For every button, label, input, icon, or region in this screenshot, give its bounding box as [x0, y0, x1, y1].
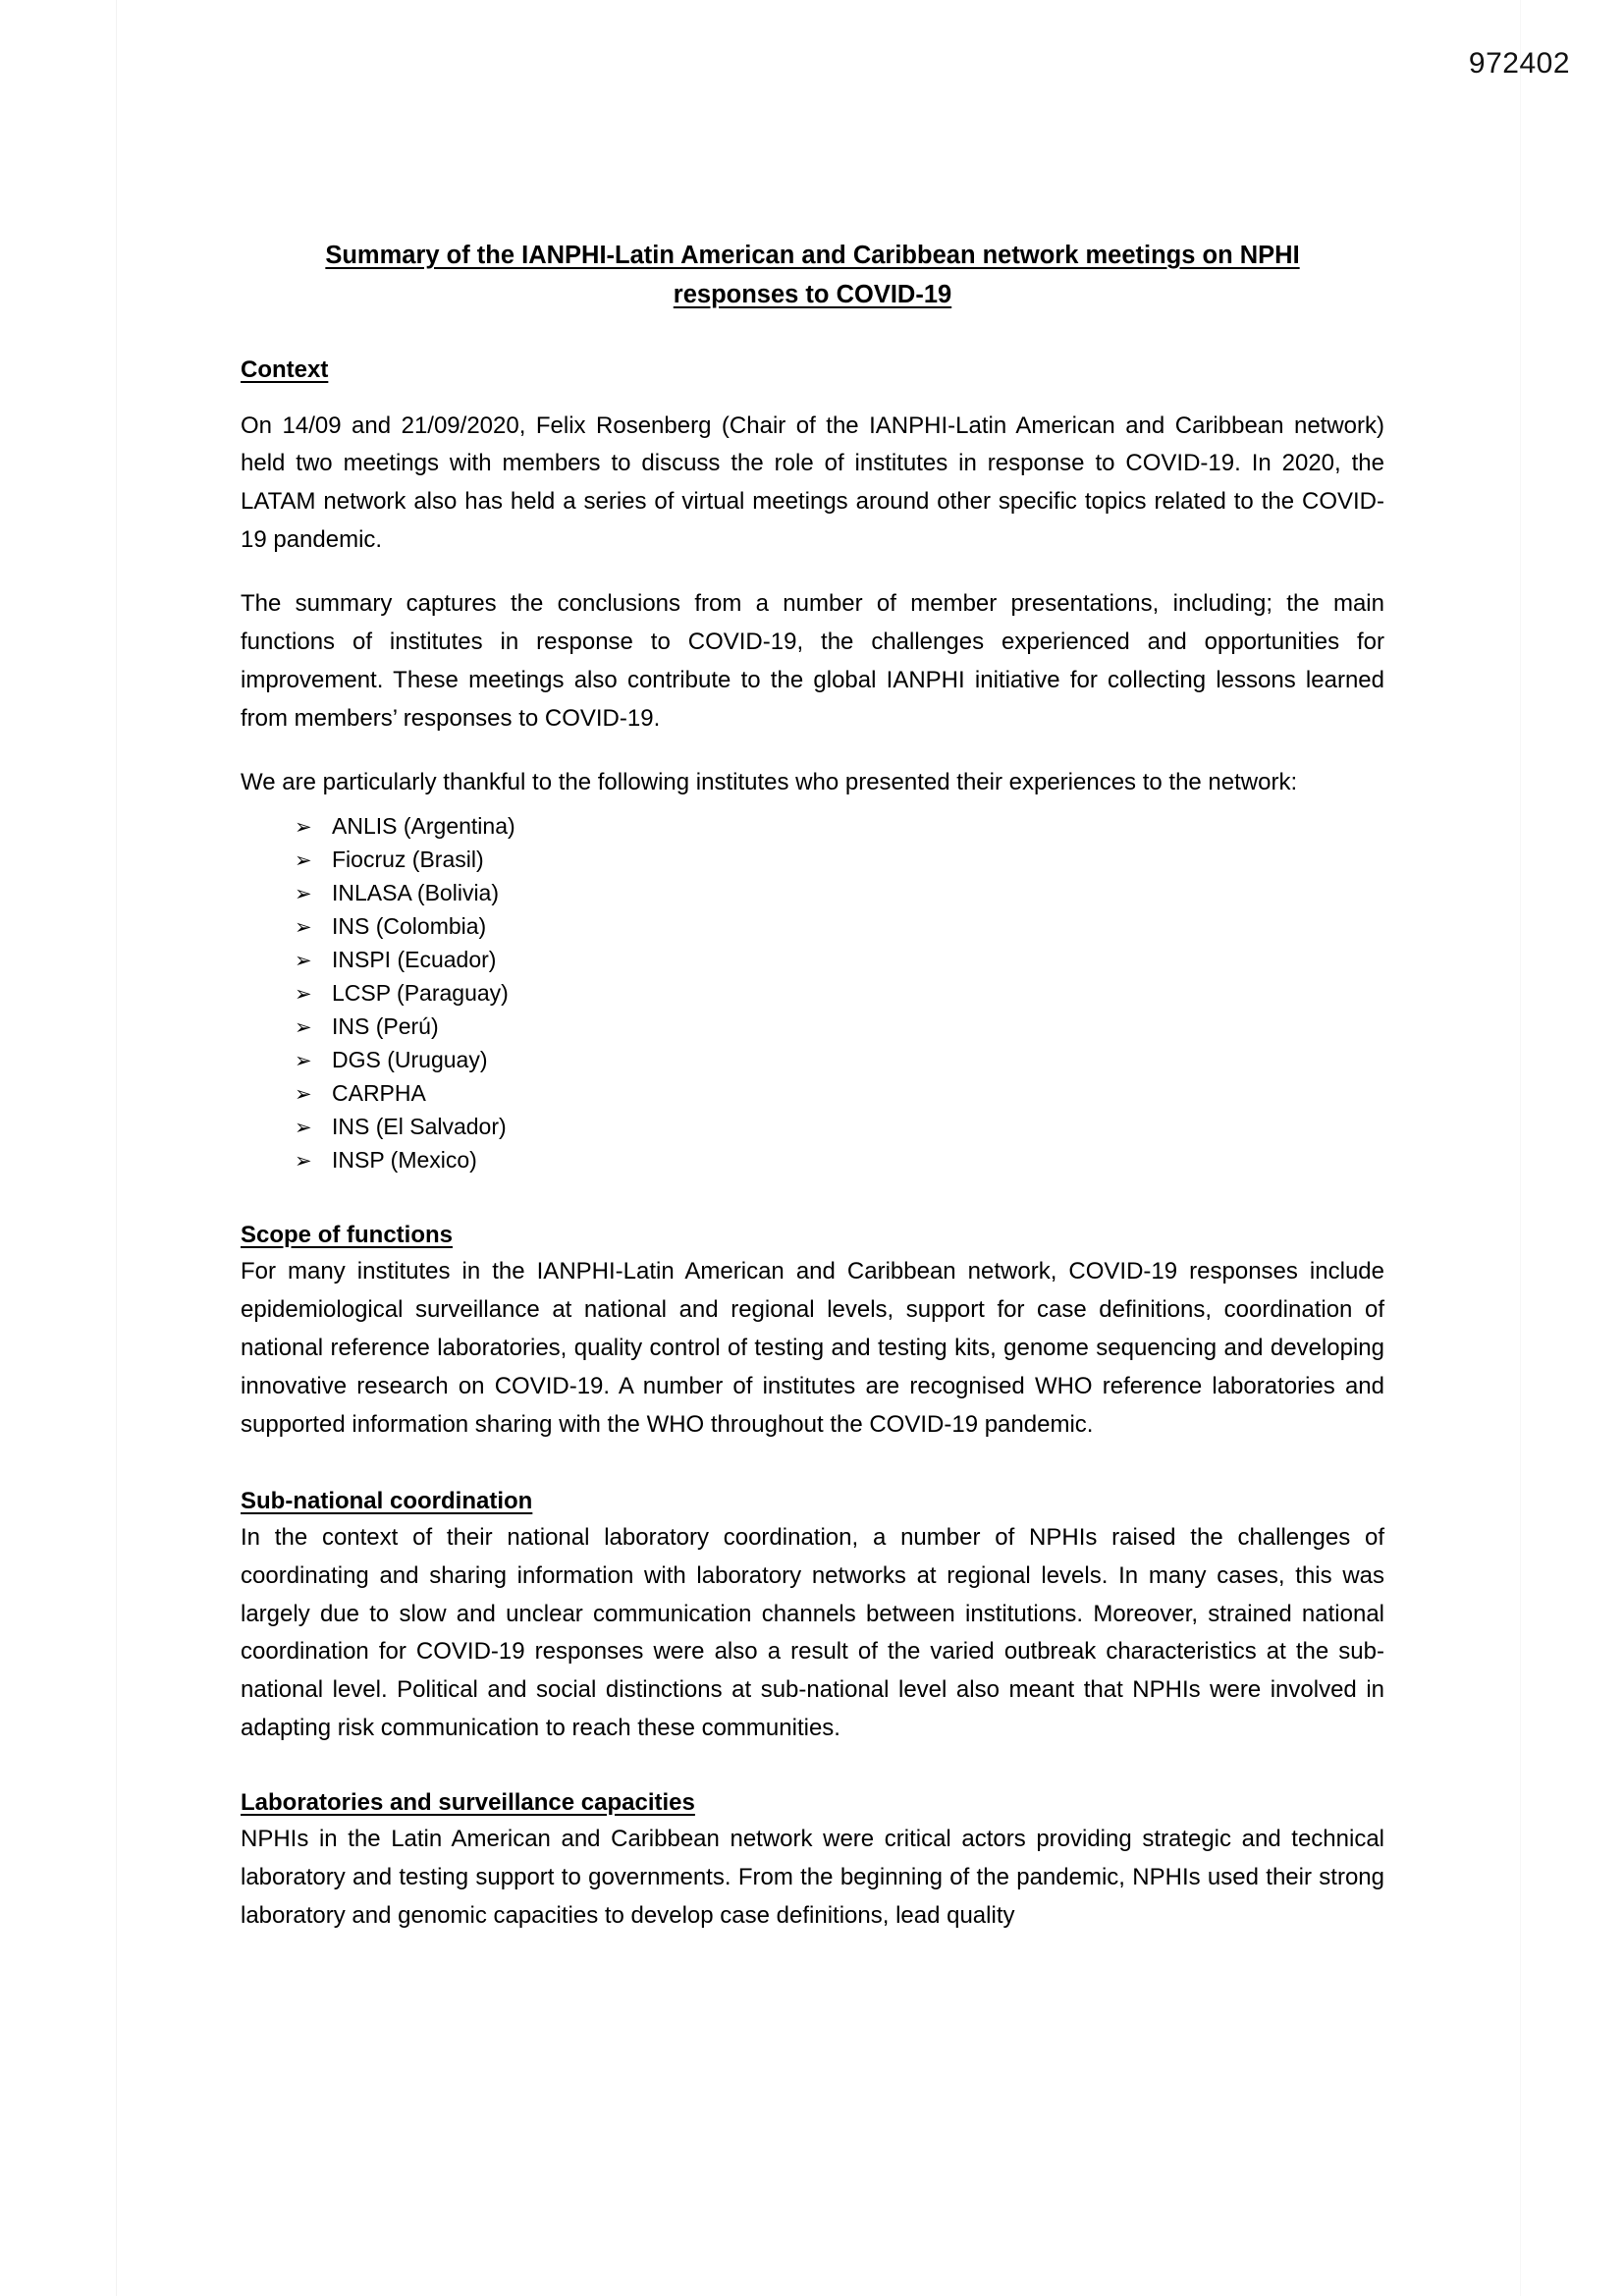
- arrow-bullet-icon: ➢: [295, 816, 312, 840]
- list-item: [295, 949, 1384, 971]
- heading-sub-national-coordination: Sub-national coordination: [241, 1487, 533, 1514]
- sub-national-coordination-paragraph: In the context of their national laboratory coordination, a number of NPHIs raised the challenges of coordinating and sharing information with laboratory networks at regional levels. In many cases, this was largely due to slow and unclear communication channels between institutions. Moreover, strained national coordination for COVID-19 responses were also a result of the varied outbreak characteristics at the sub-national level. Political and social distinctions at sub-national level also meant that NPHIs were involved in adapting risk communication to reach these communities.: [241, 1523, 1384, 1742]
- list-item: [295, 1015, 1384, 1038]
- institute-name: DGS (Uruguay): [332, 1047, 488, 1073]
- context-paragraph-3: We are particularly thankful to the following institutes who presented their experiences to the network:: [241, 768, 1298, 795]
- institutes-list: [241, 815, 1384, 1172]
- arrow-bullet-icon: ➢: [295, 1050, 312, 1073]
- institute-name: Fiocruz (Brasil): [332, 847, 484, 873]
- list-item: [295, 982, 1384, 1005]
- list-item: [295, 848, 1384, 871]
- institute-name: INS (Colombia): [332, 913, 487, 940]
- institute-name: CARPHA: [332, 1080, 426, 1107]
- institute-name: LCSP (Paraguay): [332, 980, 509, 1007]
- institute-name: INS (Perú): [332, 1013, 439, 1040]
- document-body: [241, 236, 1384, 1936]
- laboratories-and-surveillance-paragraph: NPHIs in the Latin American and Caribbean network were critical actors providing strategic and technical laboratory and testing support to governments. From the beginning of the pandemic, NPHIs used their strong laboratory and genomic capacities to develop case definitions, lead quality: [241, 1826, 1384, 1929]
- institute-name: INLASA (Bolivia): [332, 880, 500, 906]
- document-stamp-number: 972402: [1468, 47, 1570, 80]
- document-title-line-1: Summary of the IANPHI-Latin American and Caribbean network meetings on NPHI: [325, 242, 1300, 269]
- heading-laboratories-and-surveillance: Laboratories and surveillance capacities: [241, 1789, 695, 1817]
- institute-name: INSPI (Ecuador): [332, 947, 497, 973]
- list-item: [295, 1049, 1384, 1071]
- document-title-line-2: responses to COVID-19: [673, 281, 952, 309]
- arrow-bullet-icon: ➢: [295, 849, 312, 873]
- list-item: [295, 1116, 1384, 1138]
- scan-artifact-line-right: [1520, 0, 1521, 2296]
- heading-context: Context: [241, 355, 329, 383]
- scope-of-functions-paragraph: For many institutes in the IANPHI-Latin American and Caribbean network, COVID-19 responses include epidemiological surveillance at national and regional levels, support for case definitions, coordination of national reference laboratories, quality control of testing and testing kits, genome sequencing and developing innovative research on COVID-19. A number of institutes are recognised WHO reference laboratories and supported information sharing with the WHO throughout the COVID-19 pandemic.: [241, 1258, 1384, 1438]
- arrow-bullet-icon: ➢: [295, 950, 312, 973]
- document-title: [241, 236, 1384, 315]
- scan-artifact-line-left: [116, 0, 117, 2296]
- arrow-bullet-icon: ➢: [295, 983, 312, 1007]
- list-item: [295, 882, 1384, 904]
- context-paragraph-2: The summary captures the conclusions from a number of member presentations, including; the main functions of institutes in response to COVID-19, the challenges experienced and opportunities for improvement. These meetings also contribute to the global IANPHI initiative for collecting lessons learned from members’ responses to COVID-19.: [241, 590, 1384, 732]
- arrow-bullet-icon: ➢: [295, 1016, 312, 1040]
- list-item: [295, 915, 1384, 938]
- arrow-bullet-icon: ➢: [295, 1117, 312, 1140]
- arrow-bullet-icon: ➢: [295, 1150, 312, 1174]
- list-item: [295, 815, 1384, 838]
- institute-name: INS (El Salvador): [332, 1114, 507, 1140]
- arrow-bullet-icon: ➢: [295, 883, 312, 906]
- list-item: [295, 1082, 1384, 1105]
- context-paragraph-1: On 14/09 and 21/09/2020, Felix Rosenberg (Chair of the IANPHI-Latin American and Caribbean network) held two meetings with members to discuss the role of institutes in response to COVID-19. In 2020, the LATAM network also has held a series of virtual meetings around other specific topics related to the COVID-19 pandemic.: [241, 411, 1384, 554]
- institute-name: ANLIS (Argentina): [332, 813, 515, 840]
- list-item: [295, 1149, 1384, 1172]
- arrow-bullet-icon: ➢: [295, 916, 312, 940]
- institute-name: INSP (Mexico): [332, 1147, 477, 1174]
- arrow-bullet-icon: ➢: [295, 1083, 312, 1107]
- heading-scope-of-functions: Scope of functions: [241, 1222, 453, 1249]
